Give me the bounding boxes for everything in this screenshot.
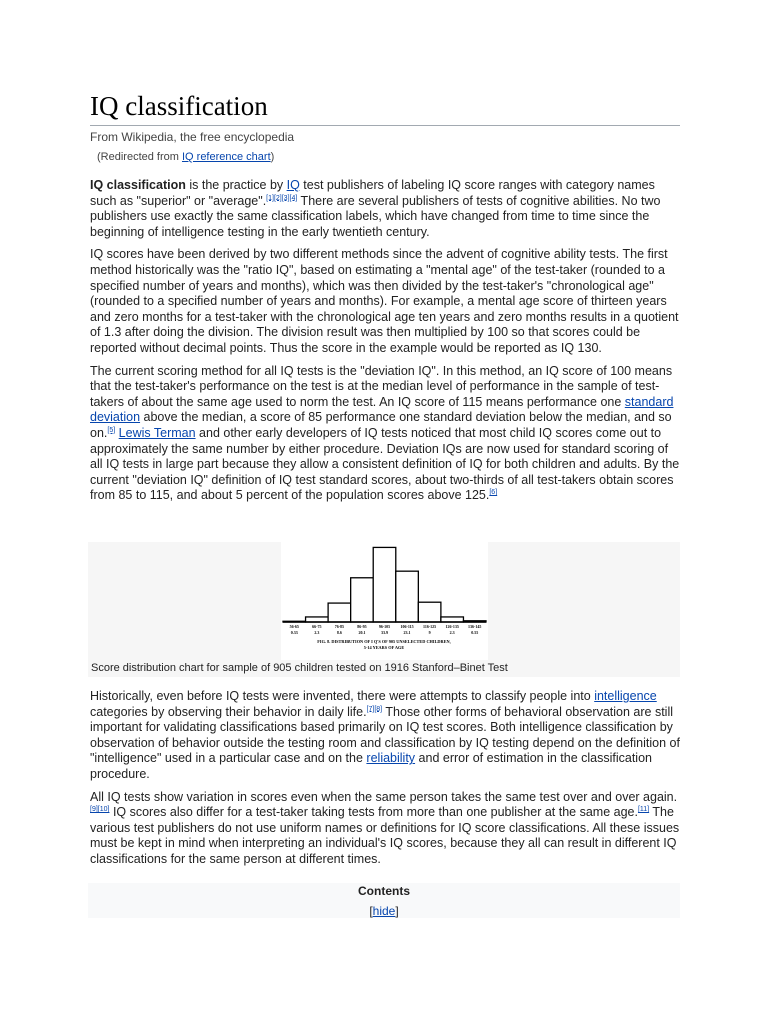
table-of-contents [88,883,680,918]
histogram-bar-86-95 [351,578,374,622]
intro-paragraph [90,178,680,240]
value-label: 0.55 [471,630,479,635]
histogram-bar-76-85 [328,603,351,622]
tick-label: 136-145 [468,624,482,629]
citation-5[interactable]: [5] [107,426,116,434]
text-span: Historically, even before IQ tests were invented, there were attempts to classify people into [90,689,595,703]
tick-label: 86-95 [357,624,367,629]
histogram-bar-126-135 [441,617,464,622]
redirect-prefix: (Redirected from [97,151,182,163]
tick-label: 106-115 [400,624,414,629]
text-span: Those other forms of behavioral observation are still important for validating classifications based primarily on IQ test scores. Both intelligence classification by observation of behavior outside the testing room and classification by IQ testing depend on the definition of "intelligence" used in a particular case and on the [90,704,680,766]
value-label: 23.1 [403,630,411,635]
figure-caption: Score distribution chart for sample of 905 children tested on 1916 Stanford–Binet Test [91,662,508,674]
toc-bracket-close: ] [395,904,399,918]
histogram-bar-116-125 [418,602,441,622]
tick-label: 76-85 [334,624,345,629]
link-lewis-terman[interactable]: Lewis Terman [118,425,196,440]
text-span: categories by observing their behavior in daily life. [90,704,367,719]
citation-11[interactable]: [11] [637,806,650,813]
history-paragraph [90,689,680,783]
text-span: and other early developers of IQ tests noticed that most child IQ scores come out to approximately the same number by either procedure. Deviation IQs are now used for standard scoring of all IQ tests in large part because they allow a consistent definition of IQ for both children and adults. By the current "deviation IQ" definition of IQ test standard scores, about two-thirds of all test-takers obtain scores from 85 to 115, and about 5 percent of the population scores above 125. [90,425,680,503]
link-reliability[interactable]: reliability [366,751,416,766]
histogram-bar-96-105 [373,547,396,622]
tick-label: 66-75 [312,624,322,629]
text-span: The current scoring method for all IQ tests is the "deviation IQ". In this method, an IQ score of 100 means that the test-taker's performance on the test is at the median level of performance in the sample of test-takers of about the same age used to norm the test. An IQ score of 115 means performance one [90,363,673,409]
figure-thumb [88,542,680,677]
article-content-lower [90,689,680,868]
bold-term: IQ classification [90,178,186,192]
redirect-link[interactable]: IQ reference chart [181,151,271,163]
citation-6[interactable]: [6] [489,489,498,497]
value-label: 2.3 [449,630,455,635]
value-label: 0.33 [290,630,298,635]
text-span: and error of estimation in the classification procedure. [90,751,652,781]
site-tagline: From Wikipedia, the free encyclopedia [90,130,295,144]
value-label: 2.3 [314,630,320,635]
chart-tick-labels [290,624,482,635]
text-span: test publishers of labeling IQ score ranges with category names such as "superior" or "average". [90,178,655,208]
tick-label: 116-125 [423,624,437,629]
toc-toggle [88,904,680,918]
tick-label: 96-105 [378,624,391,629]
link-iq[interactable]: IQ [286,178,300,192]
value-label: 8.6 [336,630,342,635]
toc-hide-link[interactable]: hide [372,904,396,918]
article-content [90,88,680,504]
histogram-bar-106-115 [396,571,419,622]
citation-9-10[interactable]: [9][10] [90,806,110,813]
chart-bars [283,547,486,622]
distribution-chart [281,542,488,660]
citation-7-8[interactable]: [7][8] [366,705,383,713]
tick-label: 56-65 [289,624,299,629]
toc-bracket-open: [ [369,904,373,918]
variation-paragraph [90,790,680,868]
figure-label: FIG. 8. DISTRIBUTION OF I Q'S OF 905 UNSELECTED CHILDREN, [317,639,451,644]
deviation-iq-paragraph [90,364,680,504]
text-span: IQ scores also differ for a test-taker taking tests from more than one publisher at the same age. [109,805,638,820]
figure-sublabel: 5-14 YEARS OF AGE [363,645,405,650]
link-standard-deviation[interactable]: standard deviation [90,394,674,425]
distribution-chart-image[interactable] [281,542,488,660]
ratio-iq-paragraph: IQ scores have been derived by two different methods since the advent of cognitive ability tests. The first method historically was the "ratio IQ", based on estimating a "mental age" of the test-taker (rounded to a specified number of years and months), which was then divided by the test-taker's "chronological age" (rounded to a specified number of years and months). For example, a mental age score of thirteen years and zero months for a test-taker with the chronological age ten years and zero months results in a quotient of 1.3 after doing the division. The division result was then multiplied by 100 so that scores could be reported without decimal points. Thus the score in the example would be reported as IQ 130. [90,247,679,355]
text-span: The various test publishers do not use uniform names or definitions for IQ score classifications. All these issues must be kept in mind when interpreting an individual's IQ scores, because they all can result in different IQ classifications for the same person at different times. [90,805,680,866]
tick-label: 126-135 [445,624,459,629]
toc-title: Contents [358,884,410,898]
link-intelligence[interactable]: intelligence [594,689,657,703]
page-title: IQ classification [90,88,680,126]
text-span: All IQ tests show variation in scores even when the same person takes the same test over and over again. [90,789,678,804]
text-span: is the practice by [185,178,287,192]
text-span: There are several publishers of tests of cognitive abilities. No two publishers use exactly the same classification labels, which have changed from time to time since the beginning of intelligence testing in the early twentieth century. [90,193,661,239]
redirect-suffix: ) [270,151,275,163]
value-label: 33.9 [381,630,388,635]
text-span: above the median, a score of 85 performance one standard deviation below the median, and so on. [90,410,672,440]
value-label: 9 [428,630,431,635]
redirect-notice [97,150,680,164]
citation-1-4[interactable]: [1][2][3][4] [266,194,298,202]
value-label: 20.1 [358,630,366,635]
histogram-bar-66-75 [306,617,329,622]
